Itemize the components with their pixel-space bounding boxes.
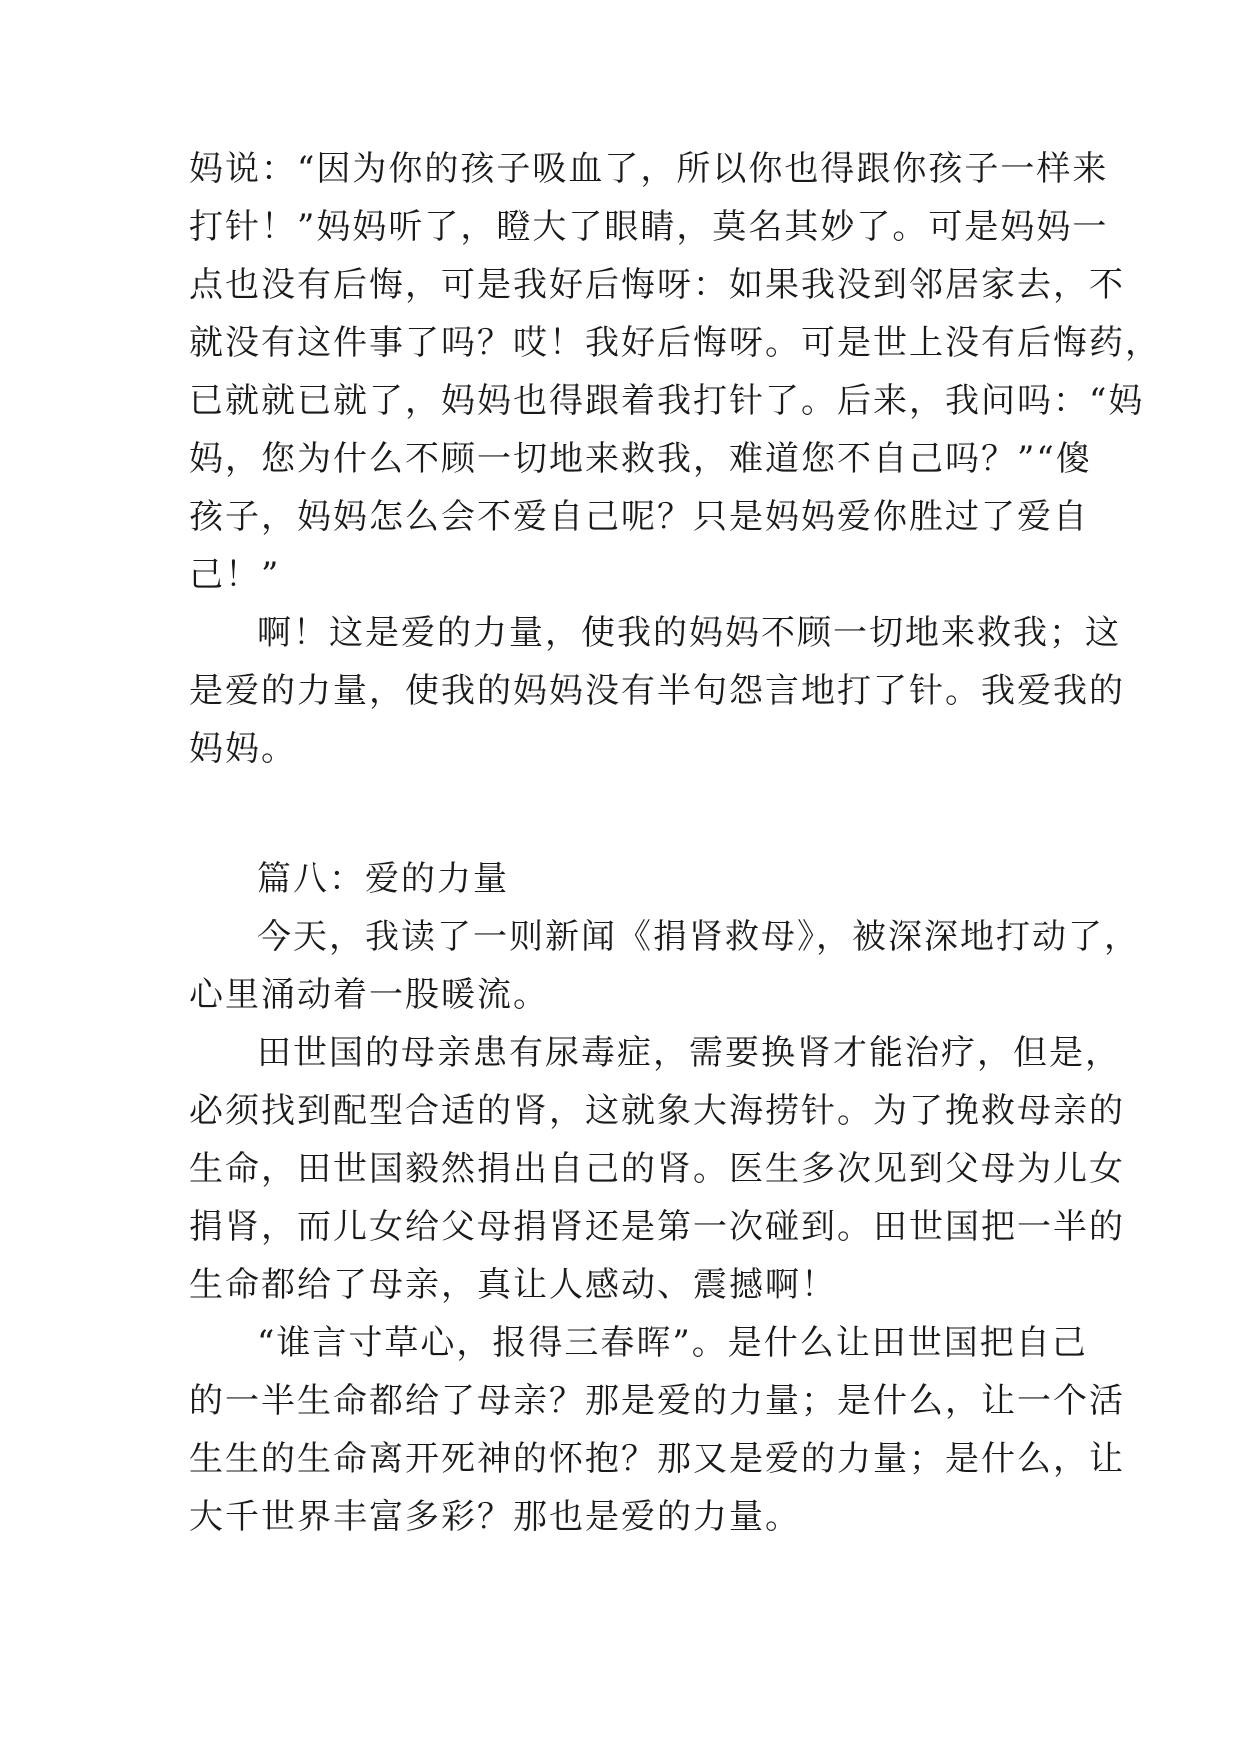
paragraph-continuation [189,140,1161,604]
text-line: 是爱的力量，使我的妈妈没有半句怨言地打了针。我爱我的 [189,671,1125,711]
text-line: 就没有这件事了吗？哎！我好后悔呀。可是世上没有后悔药， [189,323,1161,363]
text-line: 己！” [189,555,281,595]
text-line: 生命，田世国毅然捐出自己的肾。医生多次见到父母为儿女 [189,1149,1125,1189]
text-line: 妈，您为什么不顾一切地来救我，难道您不自己吗？”“傻 [189,439,1092,479]
text-line: 必须找到配型合适的肾，这就象大海捞针。为了挽救母亲的 [189,1091,1125,1131]
text-line: 孩子，妈妈怎么会不爱自己呢？只是妈妈爱你胜过了爱自 [189,497,1089,537]
text-line: 大千世界丰富多彩？那也是爱的力量。 [189,1497,801,1537]
paragraph-news [189,908,1140,1024]
text-line: 点也没有后悔，可是我好后悔呀：如果我没到邻居家去，不 [189,265,1125,305]
text-line: 已就就已就了，妈妈也得跟着我打针了。后来，我问吗：“妈 [189,381,1145,421]
text-line: 田世国的母亲患有尿毒症，需要换肾才能治疗，但是， [257,1033,1121,1073]
text-line: 今天，我读了一则新闻《捐肾救母》，被深深地打动了， [257,917,1140,957]
text-line: 捐肾，而儿女给父母捐肾还是第一次碰到。田世国把一半的 [189,1207,1125,1247]
paragraph-power-of-love [189,604,1125,778]
chapter-heading: 篇八：爱的力量 [257,859,509,899]
text-line: 生命都给了母亲，真让人感动、震撼啊！ [189,1265,837,1305]
text-line: “谁言寸草心，报得三春晖”。是什么让田世国把自己 [257,1323,1088,1363]
text-line: 妈妈。 [189,729,297,769]
text-line: 的一半生命都给了母亲？那是爱的力量；是什么，让一个活 [189,1381,1125,1421]
text-line: 打针！”妈妈听了，瞪大了眼睛，莫名其妙了。可是妈妈一 [189,207,1109,247]
paragraph-conclusion [189,1314,1125,1546]
paragraph-kidney-donation [189,1024,1125,1314]
text-line: 心里涌动着一股暖流。 [189,975,549,1015]
text-line: 妈说：“因为你的孩子吸血了，所以你也得跟你孩子一样来 [189,149,1109,189]
text-line: 生生的生命离开死神的怀抱？那又是爱的力量；是什么，让 [189,1439,1125,1479]
chapter-heading-block [189,850,1059,908]
text-line: 啊！这是爱的力量，使我的妈妈不顾一切地来救我；这 [257,613,1121,653]
